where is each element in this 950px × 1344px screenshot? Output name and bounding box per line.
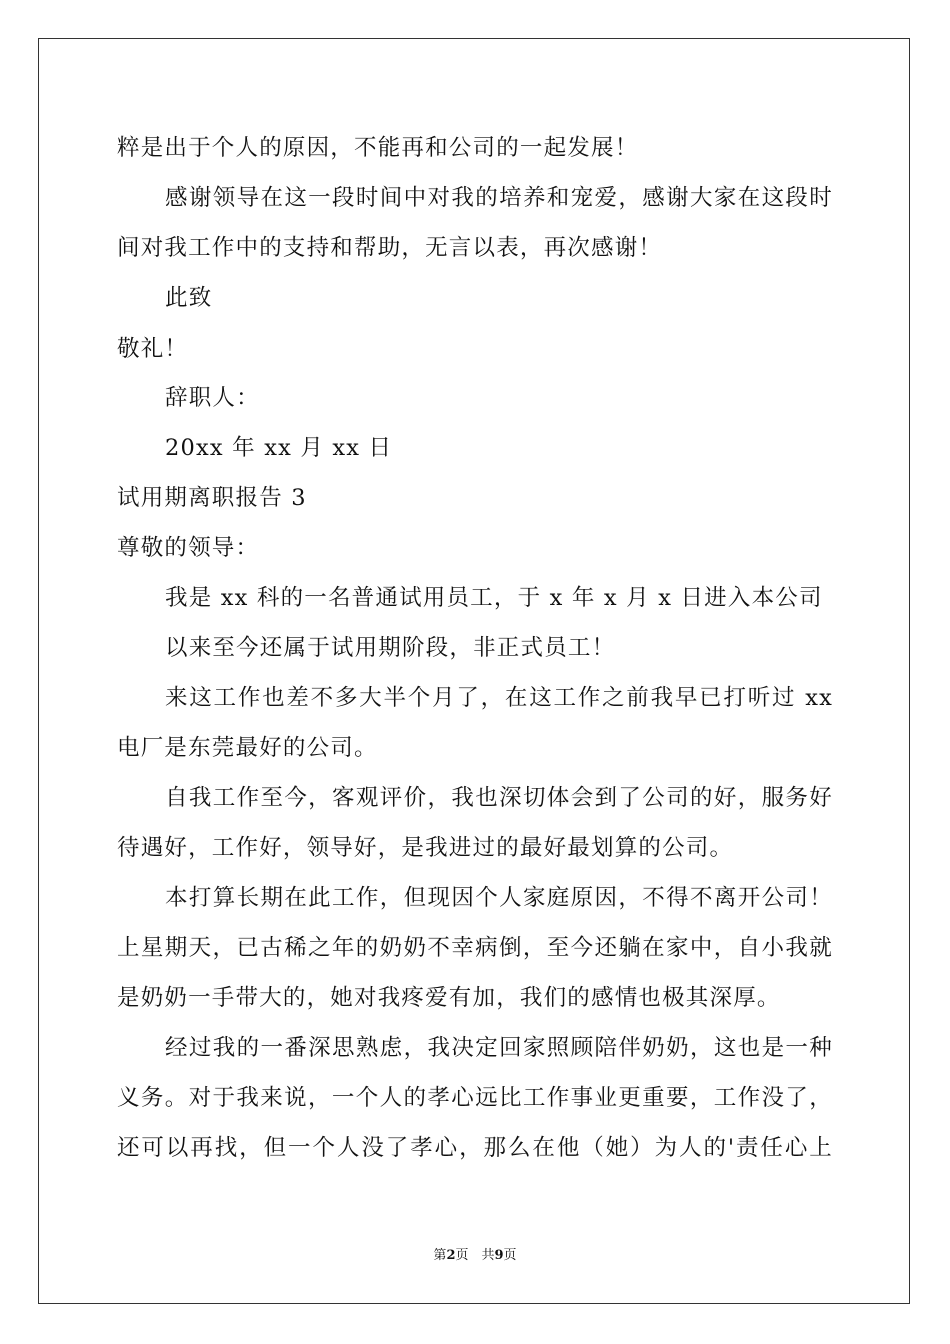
paragraph-line: 电厂是东莞最好的公司。 xyxy=(117,735,378,761)
paragraph-line: 粹是出于个人的原因，不能再和公司的一起发展！ xyxy=(117,135,639,161)
page-frame xyxy=(38,38,910,1304)
page-mid-text: 页 共 xyxy=(455,1248,495,1263)
signature-label: 辞职人： xyxy=(165,385,260,411)
current-page-number: 2 xyxy=(446,1248,456,1263)
paragraph-line: 义务。对于我来说，一个人的孝心远比工作事业更重要，工作没了， xyxy=(117,1085,833,1111)
page-suffix: 页 xyxy=(503,1248,517,1263)
salutation-line: 敬礼！ xyxy=(117,336,189,362)
paragraph-line: 经过我的一番深思熟虑，我决定回家照顾陪伴奶奶，这也是一种 xyxy=(165,1035,833,1061)
paragraph-line: 待遇好，工作好，领导好，是我进过的最好最划算的公司。 xyxy=(117,835,734,861)
total-page-number: 9 xyxy=(494,1248,504,1263)
closing-line: 此致 xyxy=(165,285,213,311)
paragraph-line: 还可以再找，但一个人没了孝心，那么在他（她）为人的'责任心上 xyxy=(117,1135,833,1161)
paragraph-line: 自我工作至今，客观评价，我也深切体会到了公司的好，服务好 xyxy=(165,785,833,811)
paragraph-line: 来这工作也差不多大半个月了，在这工作之前我早已打听过 xx xyxy=(165,685,833,711)
paragraph-line: 是奶奶一手带大的，她对我疼爱有加，我们的感情也极其深厚。 xyxy=(117,985,781,1011)
paragraph-line: 本打算长期在此工作，但现因个人家庭原因，不得不离开公司！ xyxy=(165,885,833,911)
date-line: 20xx 年 xx 月 xx 日 xyxy=(165,435,393,461)
section-title: 试用期离职报告 3 xyxy=(117,485,307,511)
paragraph-line: 感谢领导在这一段时间中对我的培养和宠爱，感谢大家在这段时 xyxy=(165,185,833,211)
page-prefix: 第 xyxy=(433,1248,447,1263)
paragraph-line: 以来至今还属于试用期阶段，非正式员工！ xyxy=(165,635,616,661)
paragraph-line: 我是 xx 科的一名普通试用员工，于 x 年 x 月 x 日进入本公司 xyxy=(165,585,823,611)
greeting-line: 尊敬的领导： xyxy=(117,535,260,561)
paragraph-line: 上星期天，已古稀之年的奶奶不幸病倒，至今还躺在家中，自小我就 xyxy=(117,935,833,961)
paragraph-line: 间对我工作中的支持和帮助，无言以表，再次感谢！ xyxy=(117,235,663,261)
page-footer xyxy=(0,1247,950,1265)
